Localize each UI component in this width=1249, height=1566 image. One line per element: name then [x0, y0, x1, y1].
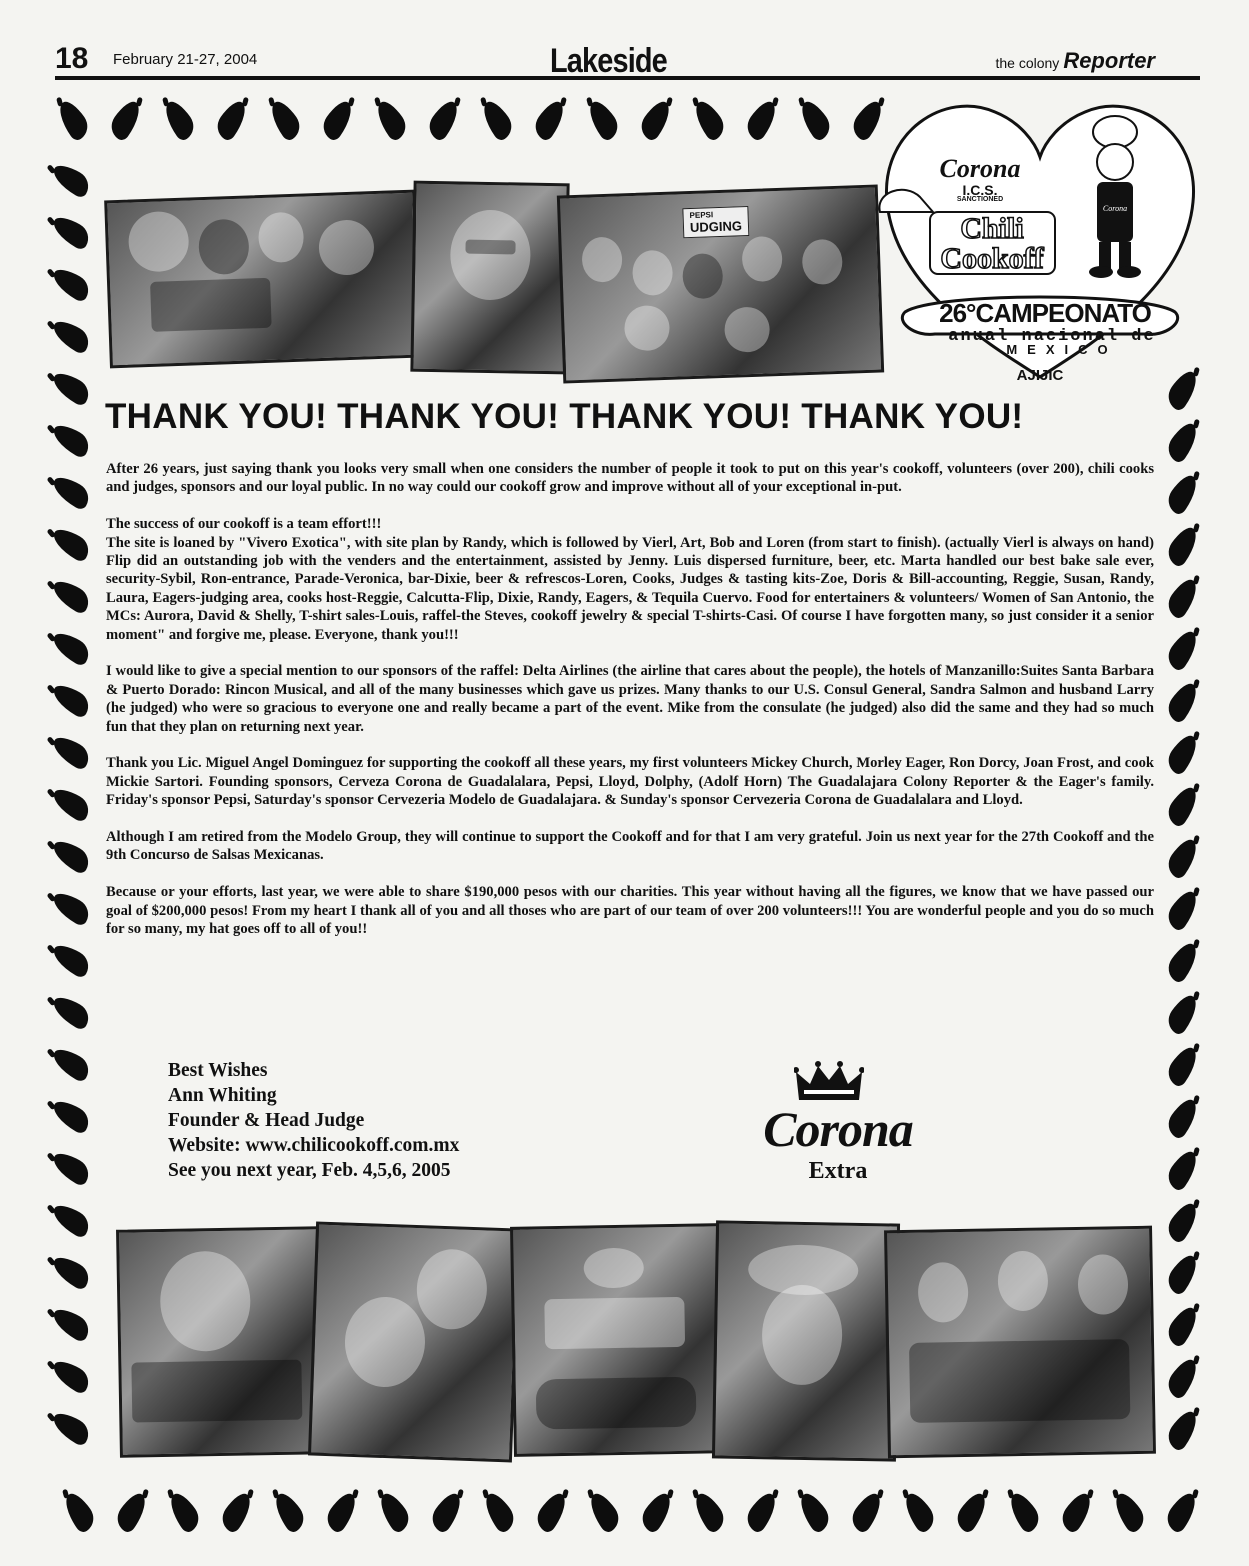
photo-winners	[104, 190, 421, 369]
chili-pepper-icon	[741, 1489, 782, 1534]
photo-smiling-woman	[410, 181, 569, 375]
chili-pepper-icon	[1004, 1489, 1045, 1534]
chili-pepper-icon	[636, 97, 677, 142]
chili-pepper-icon	[265, 97, 306, 142]
chili-pepper-icon	[374, 1489, 415, 1534]
signoff-next-year: See you next year, Feb. 4,5,6, 2005	[168, 1160, 451, 1181]
chef-apron-brand: Corona	[1102, 204, 1128, 213]
chili-pepper-icon	[159, 97, 200, 142]
chili-pepper-icon	[530, 97, 571, 142]
chili-pepper-icon	[216, 1489, 257, 1534]
chili-pepper-icon	[48, 576, 94, 615]
chili-pepper-icon	[1163, 1355, 1204, 1400]
chili-pepper-icon	[48, 420, 94, 459]
signoff-greeting: Best Wishes	[168, 1060, 268, 1081]
photo-man-eating	[116, 1226, 324, 1458]
paper-name-main: Reporter	[1063, 48, 1155, 73]
chili-pepper-icon	[477, 97, 518, 142]
chili-pepper-icon	[48, 732, 94, 771]
chili-pepper-icon	[48, 316, 94, 355]
chili-pepper-icon	[48, 784, 94, 823]
paragraph-team-effort: The success of our cookoff is a team effort!!!	[106, 516, 382, 533]
paragraph-charities: Because or your efforts, last year, we were able to share $190,000 pesos with our charities. This year without having all the figures, we know that we have passed our goal of $200,000 pesos! From my heart I thank all of you and all thoses who are part of our team of over 200 volunteers!!! You are wonderful people and you do so much for so many, my hat goes off to all of you!!	[106, 884, 1154, 938]
chili-pepper-icon	[1163, 523, 1204, 568]
chili-pepper-icon	[59, 1489, 100, 1534]
chili-pepper-icon	[371, 97, 412, 142]
cookoff-heart-badge	[875, 72, 1205, 397]
paragraph-founders: Thank you Lic. Miguel Angel Dominguez for supporting the cookoff all these years, my first volunteers Mickey Church, Morley Eager, Ron Dorcy, Joan Frost, and cook Mickie Sartori. Founding sponsors, Cerveza Corona de Guadalalara, Pepsi, Lloyd, Dolphy, (Adolf Horn) The Guadalajara Colony Reporter & the Eager's family. Friday's sponsor Pepsi, Saturday's sponsor Cervezeria Modelo de Guadalajara. & Sunday's sponsor Cervezeria Corona de Guadalalara and Lloyd.	[106, 755, 1154, 809]
chili-pepper-icon	[795, 97, 836, 142]
chili-pepper-icon	[48, 1096, 94, 1135]
chili-pepper-icon	[48, 264, 94, 303]
chili-pepper-icon	[53, 97, 94, 142]
paragraph-intro: After 26 years, just saying thank you looks very small when one considers the number of people it took to put on this year's cookoff, volunteers (over 200), chili cooks and judges, sponsors and our loyal public. In no way could our cookoff grow and improve without all of your exceptional in-put.	[106, 461, 1154, 496]
chili-pepper-icon	[269, 1489, 310, 1534]
signoff-name: Ann Whiting	[168, 1085, 277, 1106]
chili-pepper-icon	[426, 1489, 467, 1534]
chili-pepper-icon	[1056, 1489, 1097, 1534]
chili-pepper-icon	[1163, 1147, 1204, 1192]
chili-pepper-icon	[479, 1489, 520, 1534]
signoff-title: Founder & Head Judge	[168, 1110, 365, 1131]
photo-judging-group	[557, 184, 884, 383]
chili-pepper-icon	[424, 97, 465, 142]
issue-date: February 21-27, 2004	[113, 51, 258, 68]
badge-chili-cookoff	[927, 214, 1057, 274]
chili-pepper-icon	[1163, 783, 1204, 828]
chili-pepper-icon	[48, 628, 94, 667]
chili-pepper-icon	[1161, 1489, 1202, 1534]
chili-pepper-icon	[48, 212, 94, 251]
chili-pepper-icon	[106, 97, 147, 142]
badge-brand: Corona	[939, 154, 1021, 183]
badge-ics: I.C.S.	[962, 182, 998, 198]
badge-sanctioned: SANCTIONED	[956, 196, 1004, 203]
corona-wordmark: Corona	[763, 1101, 913, 1157]
badge-mexico: MEXICO	[1006, 342, 1118, 357]
chili-pepper-icon	[48, 940, 94, 979]
crown-icon	[794, 1060, 864, 1104]
chili-pepper-icon	[583, 97, 624, 142]
paper-name-prefix: the colony	[995, 55, 1060, 71]
chili-pepper-icon	[584, 1489, 625, 1534]
badge-town: AJIJIC	[1016, 367, 1064, 384]
chili-pepper-icon	[1109, 1489, 1150, 1534]
paper-name	[995, 48, 1155, 74]
chili-pepper-icon	[1163, 679, 1204, 724]
chili-pepper-icon	[48, 888, 94, 927]
chili-pepper-icon	[321, 1489, 362, 1534]
chili-pepper-icon	[742, 97, 783, 142]
chili-pepper-icon	[48, 1252, 94, 1291]
chili-pepper-icon	[951, 1489, 992, 1534]
signoff-website: Website: www.chilicookoff.com.mx	[168, 1135, 460, 1156]
chili-pepper-icon	[1163, 1095, 1204, 1140]
chili-pepper-icon	[48, 472, 94, 511]
badge-anual: anual nacional de	[948, 327, 1156, 346]
chili-pepper-icon	[48, 680, 94, 719]
badge-campeonato: 26°CAMPEONATO	[939, 298, 1151, 328]
chili-pepper-icon	[846, 1489, 887, 1534]
chili-pepper-icon	[48, 368, 94, 407]
chili-pepper-icon	[48, 1044, 94, 1083]
chili-pepper-icon	[1163, 471, 1204, 516]
chili-pepper-icon	[1163, 1407, 1204, 1452]
judging-sign-small: PEPSI	[689, 210, 714, 221]
chili-pepper-icon	[48, 1148, 94, 1187]
chili-pepper-icon	[1163, 575, 1204, 620]
chili-pepper-icon	[531, 1489, 572, 1534]
photo-dancers-pyramid	[510, 1223, 725, 1457]
badge-cookoff: Cookoff	[940, 242, 1044, 275]
chili-pepper-icon	[794, 1489, 835, 1534]
judging-sign: UDGING	[689, 218, 743, 236]
photo-cowboy	[712, 1220, 900, 1461]
page-number: 18	[55, 42, 89, 75]
article-body	[106, 460, 1154, 957]
chili-pepper-icon	[1163, 419, 1204, 464]
chili-pepper-icon	[318, 97, 359, 142]
chili-pepper-icon	[48, 524, 94, 563]
chili-pepper-icon	[48, 1356, 94, 1395]
chili-pepper-icon	[48, 1200, 94, 1239]
chili-pepper-icon	[1163, 939, 1204, 984]
corona-extra-logo	[718, 1058, 958, 1198]
chili-pepper-icon	[48, 836, 94, 875]
photo-mariachi-dancers	[884, 1226, 1156, 1459]
badge-chili: Chili	[960, 212, 1024, 245]
headline: THANK YOU! THANK YOU! THANK YOU! THANK YOU!	[105, 397, 1024, 436]
chili-pepper-icon	[1163, 1043, 1204, 1088]
chili-pepper-icon	[48, 1408, 94, 1447]
chili-pepper-icon	[689, 1489, 730, 1534]
paragraph-sponsors: I would like to give a special mention to our sponsors of the raffel: Delta Airlines (the airline that cares about the people), the hotels of Manzanillo:Suites Santa Barbara & Puerto Dorado: Rincon Musical, and all of the many businesses which gave us prizes. Many thanks to our U.S. Consul General, Sandra Salmon and husband Larry (he judged) who were so gracious to everyone one and really became a part of the event. Mike from the consulate (he judged) also did the same and they had so much fun that they plan on returning next year.	[106, 663, 1154, 735]
chili-pepper-icon	[48, 1304, 94, 1343]
chili-pepper-icon	[1163, 1303, 1204, 1348]
chili-pepper-icon	[111, 1489, 152, 1534]
corona-extra-label: Extra	[808, 1158, 868, 1184]
paragraph-volunteers: The site is loaned by "Vivero Exotica", with site plan by Randy, which is followed by Vierl, Art, Bob and Loren (from start to finish). (actually Vierl is always on hand) Flip did an outstanding job with the venders and the entertainment, assisted by Jenny. Luis dispersed furniture, beer, etc. Marta handled our best bake sale ever, security-Sybil, Ron-entrance, Parade-Veronica, bar-Dixie, beer & refrescos-Loren, Cooks, Judges & tasting kits-Zoe, Doris & Bill-accounting, Reggie, Susan, Randy, Laura, Eagers-judging area, cooks host-Reggie, Calcutta-Flip, Dixie, Randy, Eagers, & Tequila Cuervo. Food for entertainers & volunteers/ Women of San Antonio, the MCs: Aurora, David & Shelly, T-shirt sales-Louis, raffel-the Steves, cookoff jewelry & special T-shirts-Casi. Of course I have forgotten many, so just consider it a senior moment" and forgive me, please. Everyone, thank you!!!	[106, 534, 1154, 643]
chili-pepper-icon	[1163, 731, 1204, 776]
chili-pepper-icon	[1163, 1251, 1204, 1296]
signoff	[168, 1058, 459, 1183]
chili-pepper-icon	[1163, 835, 1204, 880]
chili-pepper-icon	[212, 97, 253, 142]
photo-couple	[308, 1222, 520, 1463]
chili-pepper-icon	[899, 1489, 940, 1534]
chili-pepper-icon	[164, 1489, 205, 1534]
chili-pepper-icon	[48, 160, 94, 199]
chili-pepper-icon	[1163, 1199, 1204, 1244]
section-title: Lakeside	[550, 42, 667, 80]
chili-pepper-icon	[1163, 887, 1204, 932]
chili-pepper-icon	[1163, 991, 1204, 1036]
chili-pepper-icon	[689, 97, 730, 142]
chili-pepper-icon	[1163, 627, 1204, 672]
paragraph-modelo: Although I am retired from the Modelo Group, they will continue to support the Cookoff and for that I am very grateful. Join us next year for the 27th Cookoff and the 9th Concurso de Salsas Mexicanas.	[106, 829, 1154, 864]
chili-pepper-icon	[48, 992, 94, 1031]
chili-pepper-icon	[636, 1489, 677, 1534]
